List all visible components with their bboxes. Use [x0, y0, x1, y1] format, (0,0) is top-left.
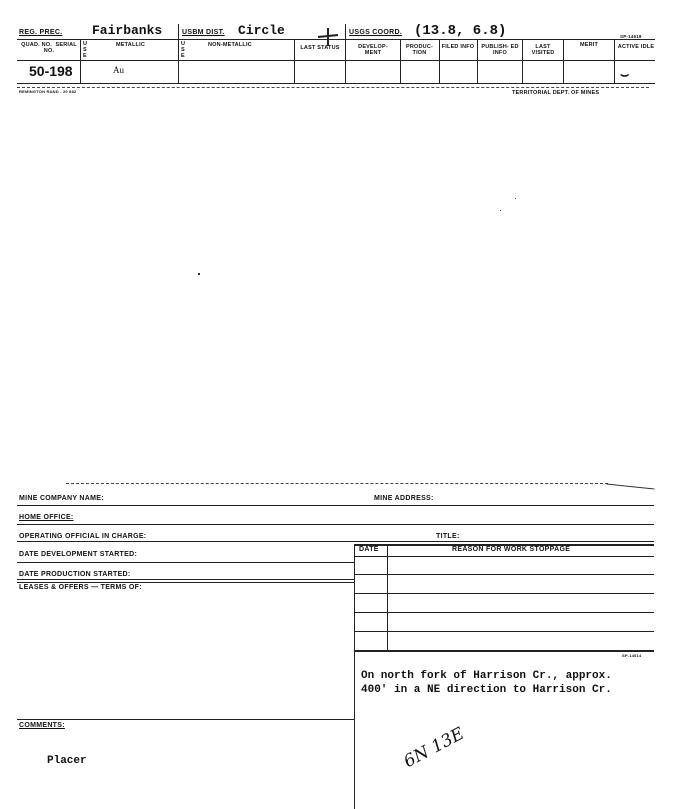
col-divider	[178, 24, 179, 83]
line-company	[17, 505, 654, 506]
line-official	[17, 541, 654, 542]
speck	[515, 198, 516, 199]
line-dev	[17, 562, 354, 563]
operating-official-label: OPERATING OFFICIAL IN CHARGE:	[19, 533, 147, 540]
col-filed-info: FILED INFO	[441, 44, 475, 50]
location-line-2: 400' in a NE direction to Harrison Cr.	[361, 684, 612, 696]
stoppage-date-header: DATE	[359, 546, 379, 553]
col-quad-no: QUAD. NO.	[21, 42, 52, 48]
col-divider	[439, 39, 440, 83]
col-metallic: METALLIC	[116, 42, 145, 48]
col-quad-serial	[19, 42, 79, 54]
header-dash	[17, 87, 649, 88]
col-divider	[294, 39, 295, 83]
lower-dash-top	[66, 483, 608, 484]
col-divider	[522, 39, 523, 83]
date-dev-started-label: DATE DEVELOPMENT STARTED:	[19, 551, 138, 558]
header-line-bottom	[17, 83, 655, 84]
handwritten-note: 6N 13E	[400, 723, 468, 772]
location-line-1: On north fork of Harrison Cr., approx.	[361, 670, 612, 682]
stoppage-row	[354, 593, 654, 594]
col-production: PRODUC- TION	[405, 44, 434, 56]
col-divider	[345, 24, 346, 83]
stray-stroke	[606, 484, 655, 498]
col-use-right: U S E	[181, 41, 186, 59]
col-non-metallic: NON-METALLIC	[208, 42, 252, 48]
stoppage-row	[354, 556, 654, 557]
speck	[500, 210, 501, 211]
stoppage-col-divider	[387, 544, 388, 650]
cross-mark-icon	[316, 28, 340, 48]
form-number-bottom: SP-14614	[622, 653, 642, 658]
comments-label: COMMENTS:	[19, 722, 65, 729]
usgs-coord-label: USGS COORD.	[349, 29, 403, 36]
stoppage-bottom	[354, 650, 654, 652]
col-divider	[400, 39, 401, 83]
comments-value: Placer	[47, 755, 87, 767]
col-divider	[614, 39, 615, 83]
main-vertical-divider	[354, 544, 355, 809]
stoppage-row	[354, 574, 654, 575]
active-idle-mark: ⌣	[620, 66, 630, 82]
usbm-dist-label: USBM DIST.	[182, 29, 225, 36]
col-divider	[477, 39, 478, 83]
col-serial-no: SERIAL NO.	[43, 42, 77, 54]
speck	[198, 273, 200, 275]
line-home-office	[17, 524, 654, 525]
col-merit: MERIT	[579, 42, 599, 48]
stoppage-reason-header: REASON FOR WORK STOPPAGE	[452, 546, 571, 553]
title-label: TITLE:	[436, 533, 460, 540]
footer-right: TERRITORIAL DEPT. OF MINES	[512, 90, 600, 96]
leases-label: LEASES & OFFERS — TERMS OF:	[19, 584, 142, 591]
usgs-coord-value: (13.8, 6.8)	[414, 23, 507, 39]
reg-prec-label: REG. PREC.	[19, 29, 63, 36]
col-last-visited: LAST VISITED	[531, 44, 555, 56]
col-published-info: PUBLISH- ED INFO	[481, 44, 519, 56]
metallic-value: Au	[113, 65, 124, 75]
line-prod-2	[17, 582, 354, 583]
col-divider	[80, 39, 81, 83]
form-number-top: SP-14619	[620, 34, 642, 39]
col-last-status: LAST STATUS	[300, 45, 340, 51]
col-divider	[563, 39, 564, 83]
reg-prec-value: Fairbanks	[92, 23, 163, 38]
col-use-left: U S E	[83, 41, 88, 59]
header-line-mid	[17, 60, 655, 61]
quad-serial-value: 50-198	[29, 63, 73, 79]
line-prod	[17, 579, 354, 580]
home-office-label: HOME OFFICE:	[19, 514, 74, 521]
mine-company-name-label: MINE COMPANY NAME:	[19, 495, 104, 502]
date-prod-started-label: DATE PRODUCTION STARTED:	[19, 571, 131, 578]
col-development: DEVELOP- MENT	[358, 44, 388, 56]
col-active-idle: ACTIVE IDLE	[617, 44, 655, 50]
stoppage-row	[354, 612, 654, 613]
stoppage-row	[354, 631, 654, 632]
usbm-dist-value: Circle	[238, 23, 285, 38]
line-comments	[17, 719, 354, 720]
footer-left: REMINGTON RAND - 20 882	[19, 89, 77, 94]
mine-address-label: MINE ADDRESS:	[374, 495, 434, 502]
